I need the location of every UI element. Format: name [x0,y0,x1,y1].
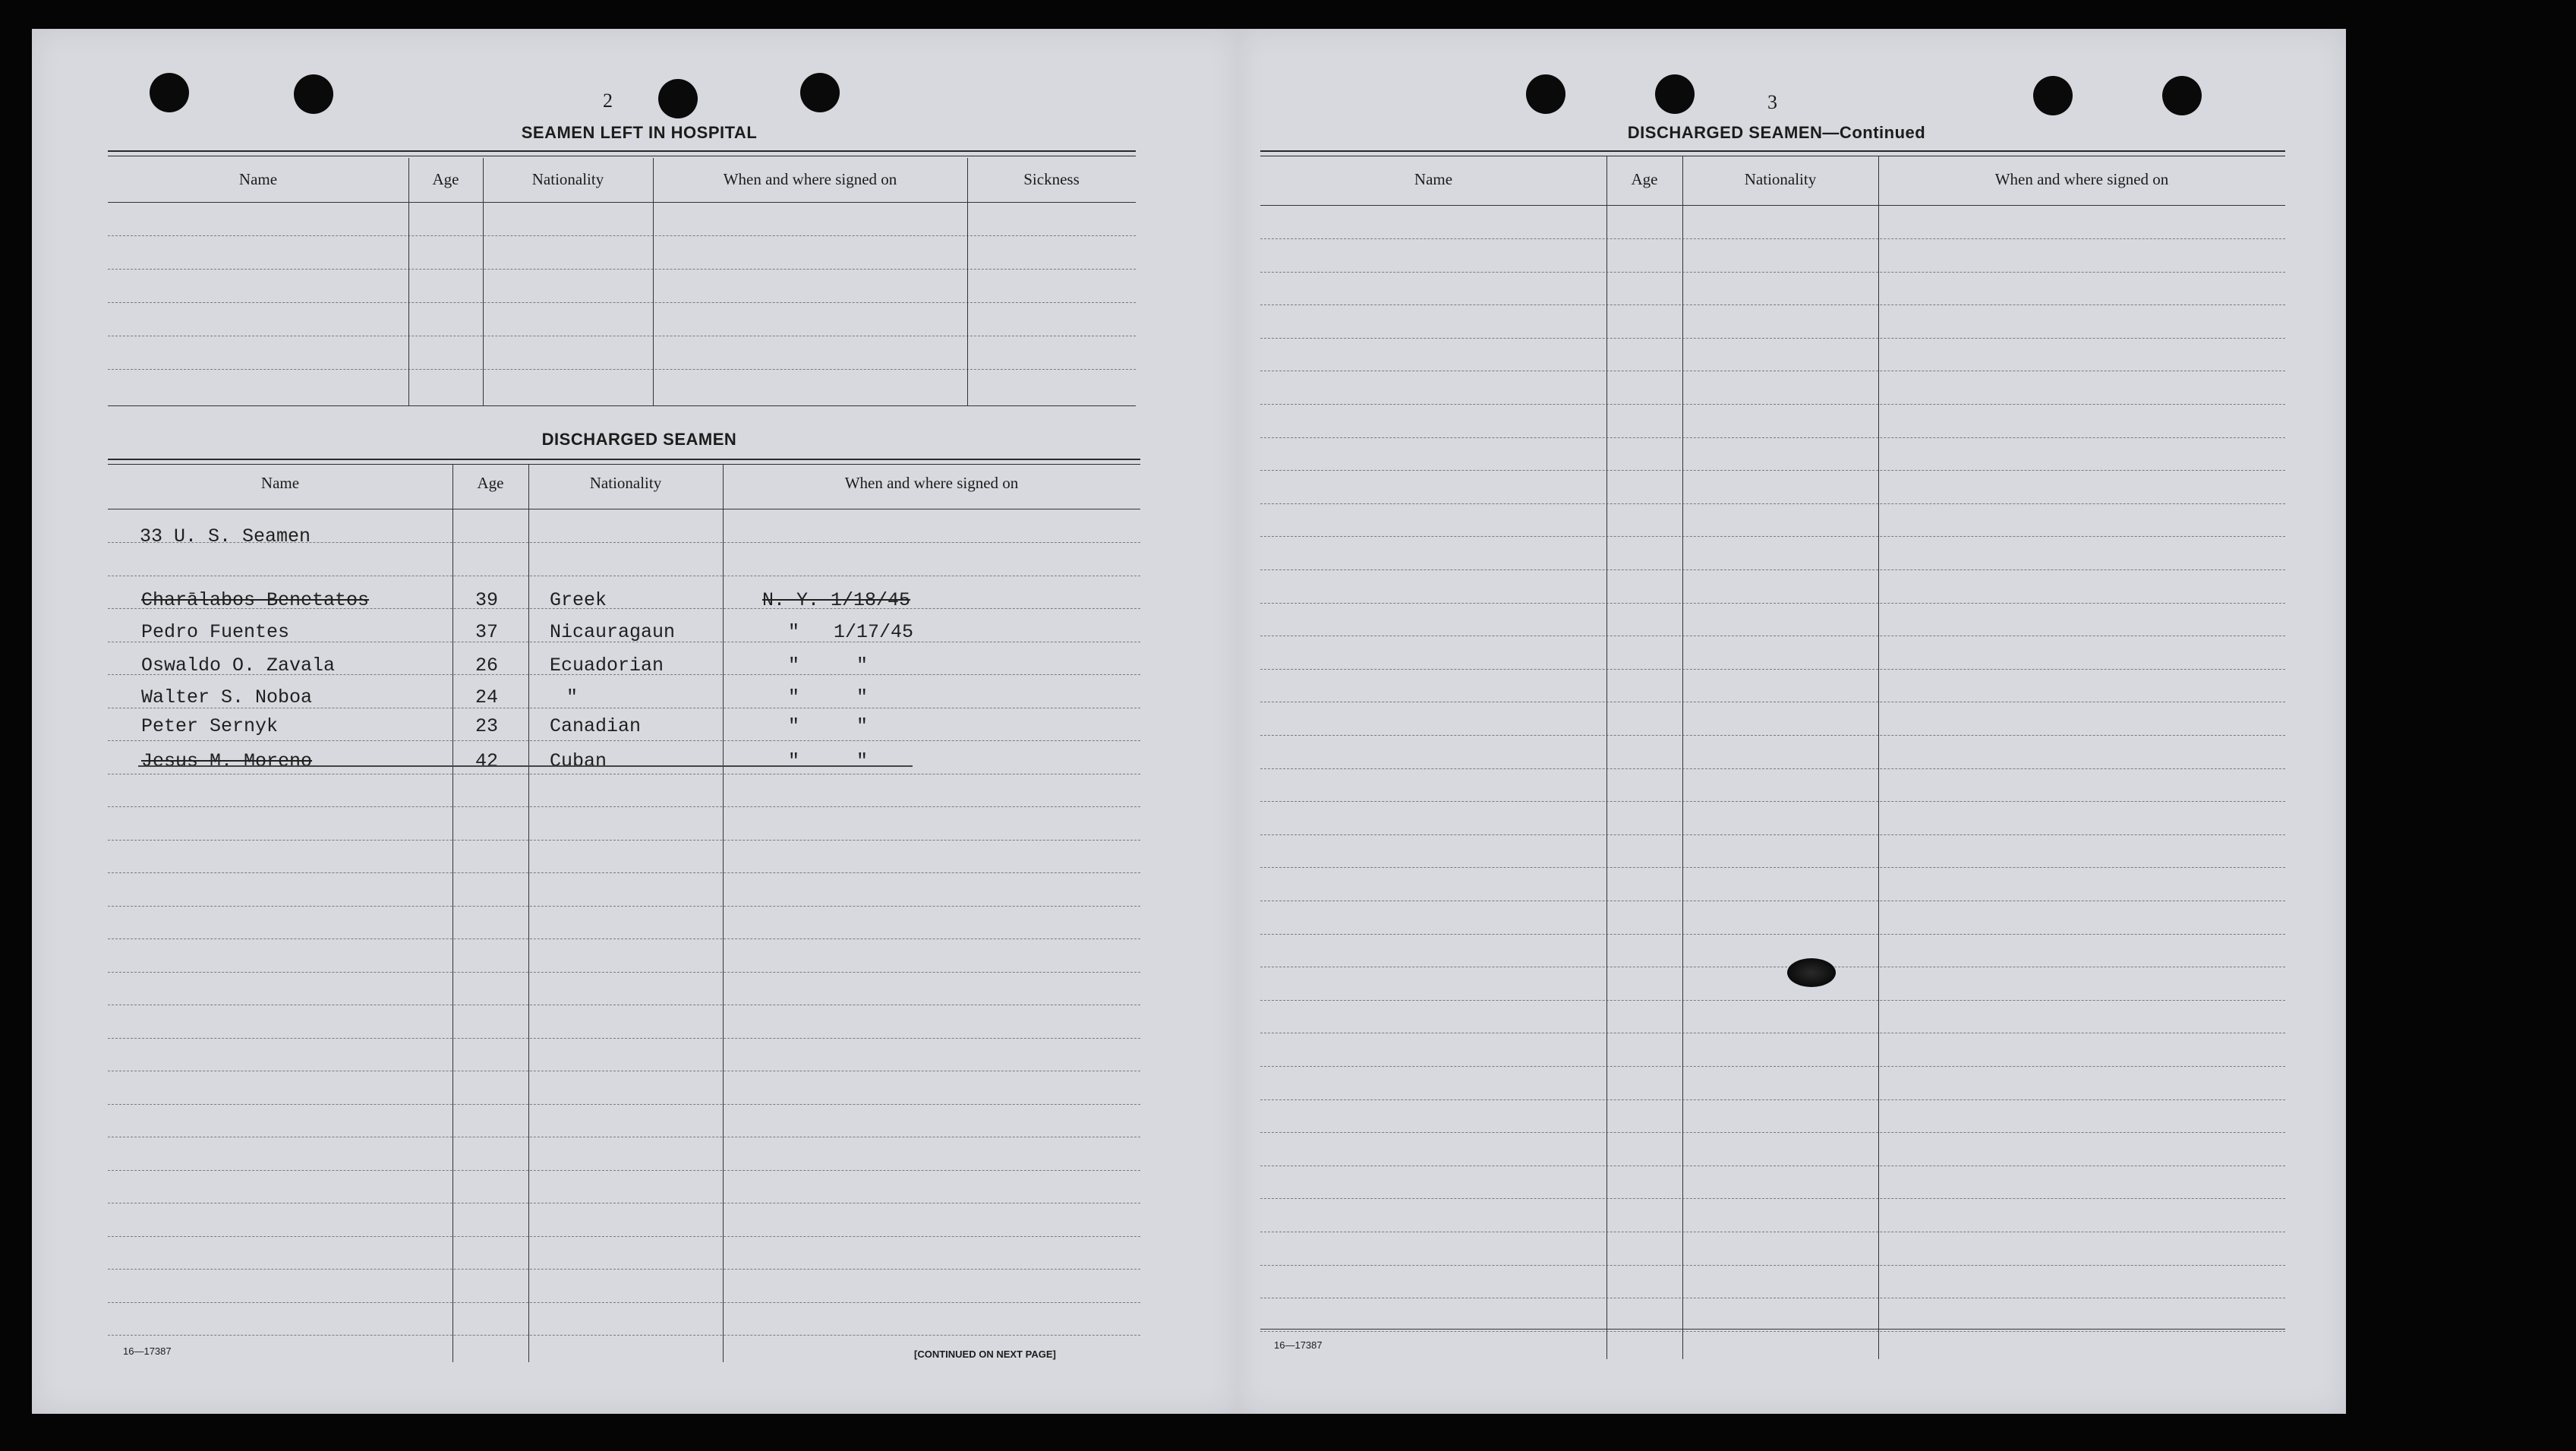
page-number: 3 [1767,91,1777,113]
table-bottom-rule [1260,1329,2285,1330]
row-line [1260,801,2285,802]
row-line [108,302,1136,303]
row-line [108,1038,1140,1039]
row-line [1260,569,2285,570]
col-header-sickness: Sickness [1023,170,1080,188]
seamen-count-note: 33 U. S. Seamen [140,525,311,547]
row-line [1260,536,2285,537]
row-age: 37 [475,621,499,643]
col-divider [967,158,968,405]
row-line [108,369,1136,370]
row-line [1260,272,2285,273]
discharged-continued-title: DISCHARGED SEAMEN—Continued [1627,123,1926,142]
row-line [1260,867,2285,868]
continued-note: [CONTINUED ON NEXT PAGE] [914,1348,1056,1360]
right-page [1238,29,2346,1414]
col-divider [1878,156,1879,1359]
col-divider [1606,156,1607,1359]
table-top-rule [108,150,1136,156]
row-line [1260,338,2285,339]
row-line [108,1236,1140,1237]
row-line [1260,1099,2285,1100]
punch-hole [658,79,698,118]
row-line [1260,1132,2285,1133]
row-line [1260,934,2285,935]
table-top-rule [1260,150,2285,156]
punch-hole [294,74,333,114]
row-line [1260,768,2285,769]
row-signed-on: N. Y. 1/18/45 [762,589,911,611]
row-name: Oswaldo O. Zavala [141,655,336,677]
row-signed-on: " " [788,750,869,772]
row-line [108,840,1140,841]
col-divider [723,465,724,1362]
punch-hole [2033,76,2073,115]
table-bottom-rule [108,405,1136,406]
col-header-signed-on: When and where signed on [844,474,1019,492]
row-line [108,1269,1140,1270]
col-header-age: Age [477,474,504,492]
row-line [1260,304,2285,305]
col-header-signed-on: When and where signed on [1994,170,2169,188]
header-rule [108,202,1136,203]
punch-hole [150,73,189,112]
row-line [1260,1198,2285,1199]
row-line [1260,238,2285,239]
header-rule [1260,205,2285,206]
row-line [1260,1265,2285,1266]
row-name: Peter Sernyk [141,715,279,737]
row-age: 26 [475,655,499,677]
row-line [1260,669,2285,670]
row-nationality: Canadian [550,715,642,737]
col-header-age: Age [1631,170,1658,188]
row-line [1260,470,2285,471]
row-line [1260,404,2285,405]
page-number: 2 [603,90,613,112]
col-divider [483,158,484,405]
col-divider [528,465,529,1362]
row-line [108,972,1140,973]
row-signed-on: " " [788,715,869,737]
col-divider [653,158,654,405]
row-line [1260,503,2285,504]
row-nationality: Greek [550,589,607,611]
punch-hole [2162,76,2202,115]
row-line [108,1104,1140,1105]
punch-hole [1655,74,1695,114]
row-nationality: Nicauragaun [550,621,676,643]
row-age: 39 [475,589,499,611]
row-nationality: Cuban [550,750,607,772]
col-header-nationality: Nationality [589,474,662,492]
row-name: Walter S. Noboa [141,686,313,708]
row-signed-on: " " [788,686,869,708]
col-header-nationality: Nationality [1744,170,1817,188]
strike-line [138,765,913,767]
table-top-rule [108,459,1140,465]
row-line [1260,437,2285,438]
row-line [108,806,1140,807]
left-page [32,29,1238,1414]
row-line [1260,1066,2285,1067]
form-number: 16—17387 [123,1345,172,1357]
row-line [1260,1000,2285,1001]
row-line [108,938,1140,939]
row-signed-on: " " [788,655,869,677]
col-divider [1682,156,1683,1359]
row-line [1260,1331,2285,1332]
row-line [108,1302,1140,1303]
col-header-name: Name [260,474,300,492]
row-line [108,1170,1140,1171]
row-line [1260,834,2285,835]
row-line [1260,603,2285,604]
row-name: Jesus M. Moreno [141,750,313,772]
row-nationality: Ecuadorian [550,655,664,677]
row-age: 42 [475,750,499,772]
col-header-signed-on: When and where signed on [723,170,897,188]
row-name: Charālabos Benetatos [141,589,370,611]
row-line [108,235,1136,236]
col-divider [452,465,453,1362]
punch-hole [1526,74,1565,114]
row-line [108,1335,1140,1336]
col-header-nationality: Nationality [531,170,604,188]
row-name: Pedro Fuentes [141,621,290,643]
discharged-section-title: DISCHARGED SEAMEN [541,430,737,449]
row-line [1260,735,2285,736]
row-age: 24 [475,686,499,708]
row-line [108,906,1140,907]
col-header-name: Name [238,170,278,188]
row-age: 23 [475,715,499,737]
row-signed-on: " 1/17/45 [788,621,914,643]
row-nationality: " [566,686,579,708]
hospital-section-title: SEAMEN LEFT IN HOSPITAL [521,123,758,142]
row-line [108,740,1140,741]
col-header-name: Name [1414,170,1453,188]
form-number: 16—17387 [1274,1339,1323,1351]
row-line [108,872,1140,873]
col-divider [408,158,409,405]
row-line [108,269,1136,270]
punch-hole [800,73,840,112]
col-header-age: Age [432,170,459,188]
ink-blot [1787,958,1836,987]
